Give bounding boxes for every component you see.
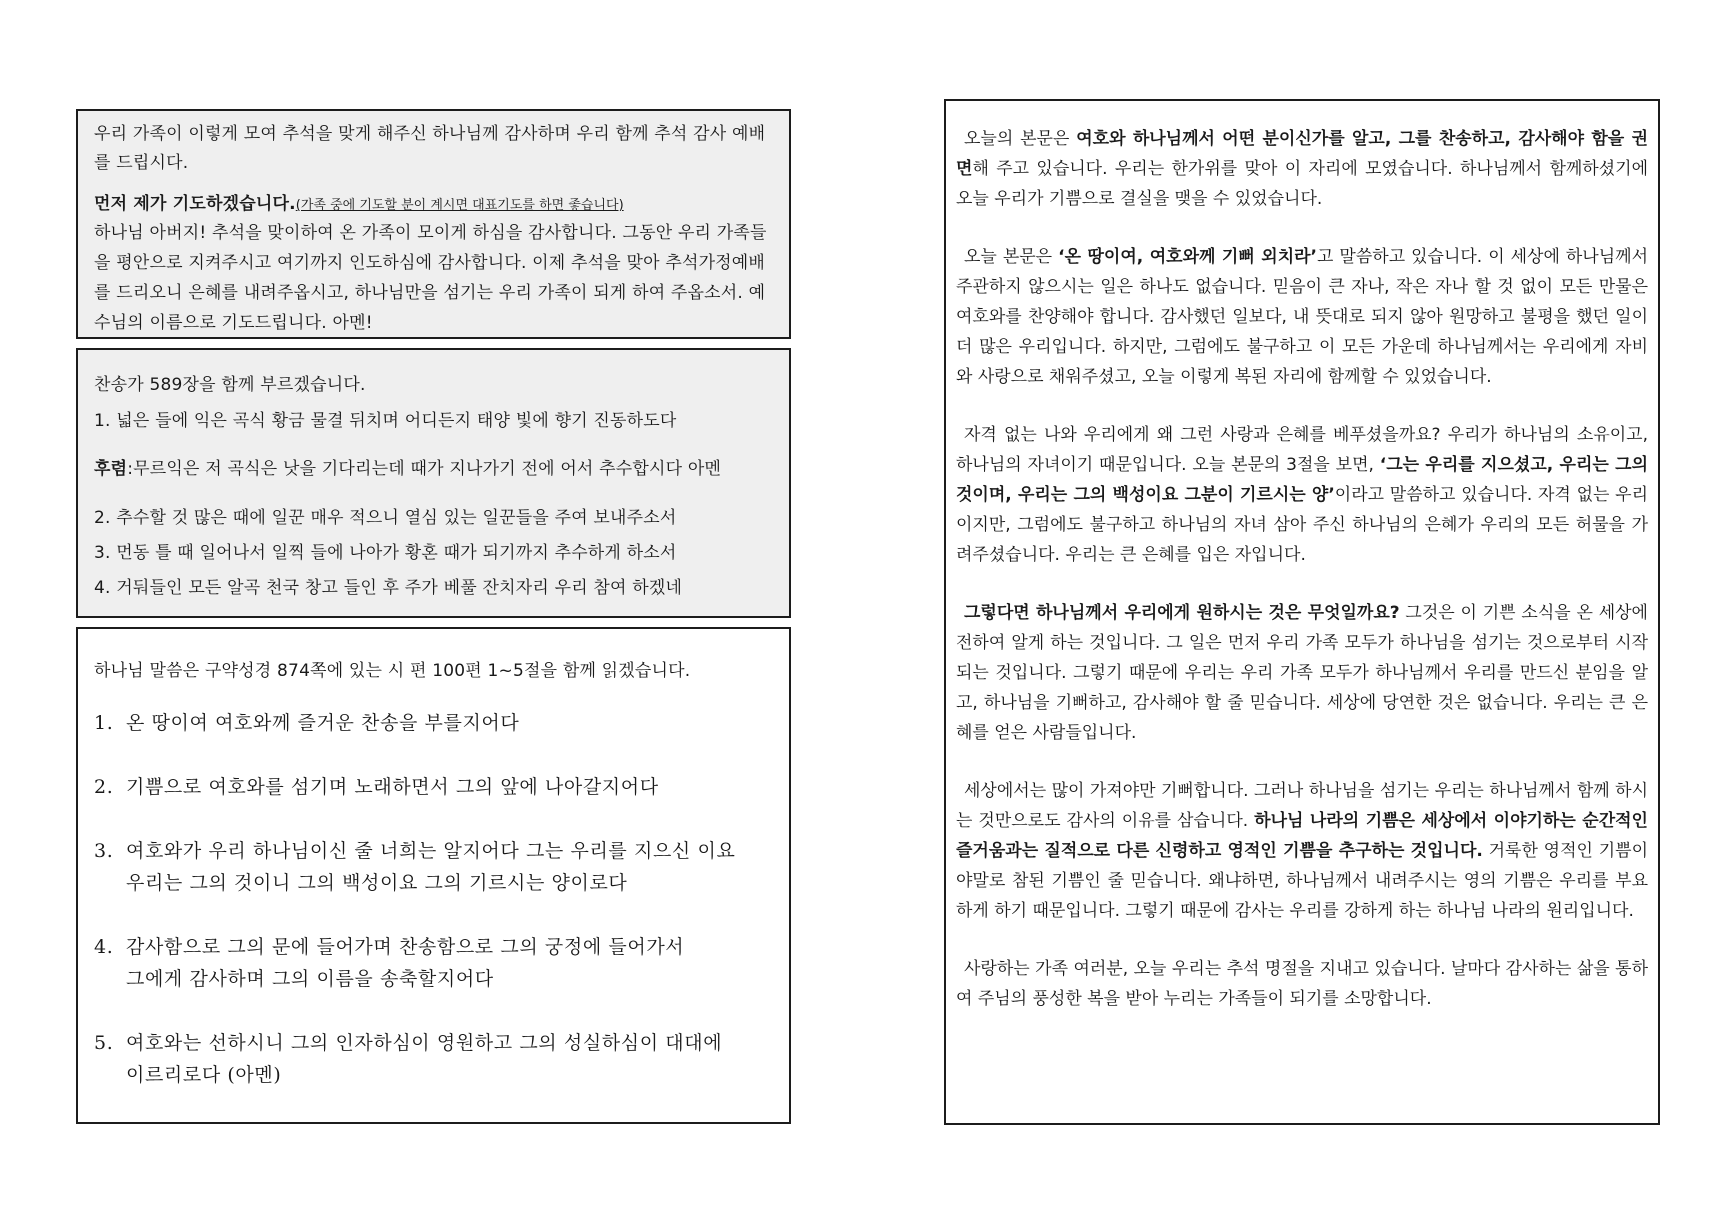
hymn-chorus-label: 후렴 <box>94 459 128 479</box>
sermon-text: 자격 없는 나와 우리에게 왜 그런 사랑과 은혜를 베푸셨을까요? 우리가 하나님의 소유이고, 하나님의 자녀이기 때문입니다. 오늘 본문의 3절을 보면, <box>956 425 1648 476</box>
sermon-emphasis: 하나님 나라의 기쁨은 세상에서 이야기하는 순간적인 즐거움과는 질적으로 다른 신령하고 영적인 기쁨을 추구하는 것입니다. <box>956 811 1648 861</box>
verse-line: 여호와가 우리 하나님이신 줄 너희는 알지어다 그는 우리를 지으신 이요 <box>126 840 736 862</box>
sermon-paragraph-3 <box>956 421 1648 570</box>
sermon-text: 고 말씀하고 있습니다. 이 세상에 하나님께서 주관하지 않으시는 일은 하나도 없습니다. 믿음이 큰 자나, 작은 자나 할 것 없이 모든 만물은 여호와를 찬양해야 합니다. 감사했던 일보다, 내 뜻대로 되지 않아 원망하고 불평을 했던 일이 더 많은 우리입니다. 하지만, 그럼에도 불구하고 이 모든 가운데 하나님께서는 우리에게 자비와 사랑으로 채워주셨고, 오늘 이렇게 복된 자리에 함께할 수 있었습니다. <box>956 247 1648 387</box>
hymn-verse-1: 1. 넓은 들에 익은 곡식 황금 물결 뒤치며 어디든지 태양 빛에 향기 진동하도다 <box>94 411 677 431</box>
hymn-chorus <box>94 454 721 479</box>
sermon-text: 오늘 본문은 <box>964 247 1059 268</box>
verse-number: 1. <box>94 712 114 734</box>
sermon-box <box>944 99 1660 1125</box>
sermon-text: 해 주고 있습니다. 우리는 한가위를 맞아 이 자리에 모였습니다. 하나님께서 함께하셨기에 오늘 우리가 기쁨으로 결실을 맺을 수 있었습니다. <box>956 158 1648 209</box>
scripture-verse <box>94 835 784 899</box>
sermon-paragraph-2 <box>956 243 1648 392</box>
scripture-box <box>76 627 791 1124</box>
scripture-verse <box>94 707 784 739</box>
hymn-chorus-text: :무르익은 저 곡식은 낫을 기다리는데 때가 지나가기 전에 어서 추수합시다 아멘 <box>127 459 722 479</box>
sermon-text: 거룩한 영적인 기쁨이야말로 참된 기쁨인 줄 믿습니다. 왜냐하면, 하나님께서 내려주시는 영의 기쁨은 우리를 부요하게 하기 때문입니다. 그렇기 때문에 감사는 우리를 강하게 하는 하나님 나라의 원리입니다. <box>956 840 1648 921</box>
sermon-text: 세상에서는 많이 가져야만 기뻐합니다. 그러나 하나님을 섬기는 우리는 하나님께서 함께 하시는 것만으로도 감사의 이유를 삼습니다. <box>956 781 1648 832</box>
sermon-text: 오늘의 본문은 <box>964 129 1077 149</box>
opening-prayer-box <box>76 109 791 339</box>
prayer-lead-note: (가족 중에 기도할 분이 계시면 대표기도를 하면 좋습니다) <box>295 198 624 213</box>
prayer-lead <box>94 192 775 218</box>
hymn-verse-2: 2. 추수할 것 많은 때에 일꾼 매우 적으니 열심 있는 일꾼들을 주여 보내주소서 <box>94 508 677 528</box>
sermon-paragraph-1 <box>956 125 1648 214</box>
scripture-verse <box>94 931 784 995</box>
scripture-verse <box>94 1027 784 1091</box>
sermon-text: 이라고 말씀하고 있습니다. 자격 없는 우리이지만, 그럼에도 불구하고 하나님의 자녀 삼아 주신 하나님의 은혜가 우리의 모든 허물을 가려주셨습니다. 우리는 큰 은혜를 입은 자입니다. <box>956 484 1648 565</box>
verse-line-continued: 그에게 감사하며 그의 이름을 송축할지어다 <box>126 968 494 990</box>
sermon-text: 사랑하는 가족 여러분, 오늘 우리는 추석 명절을 지내고 있습니다. 날마다 감사하는 삶을 통하여 주님의 풍성한 복을 받아 누리는 가족들이 되기를 소망합니다. <box>956 959 1648 1010</box>
sermon-paragraph-6 <box>956 955 1648 1015</box>
verse-line-continued: 우리는 그의 것이니 그의 백성이요 그의 기르시는 양이로다 <box>126 872 628 894</box>
scripture-heading: 하나님 말씀은 구약성경 874쪽에 있는 시 편 100편 1~5절을 함께 읽겠습니다. <box>94 661 691 681</box>
hymn-verse-3: 3. 먼동 틀 때 일어나서 일찍 들에 나아가 황혼 때가 되기까지 추수하게 하소서 <box>94 543 677 563</box>
hymn-title: 찬송가 589장을 함께 부르겠습니다. <box>94 375 366 395</box>
scripture-verse <box>94 771 784 803</box>
verse-number: 5. <box>94 1032 114 1054</box>
verse-line: 온 땅이여 여호와께 즐거운 찬송을 부를지어다 <box>126 712 520 734</box>
prayer-text: 하나님 아버지! 추석을 맞이하여 온 가족이 모이게 하심을 감사합니다. 그동안 우리 가족들을 평안으로 지켜주시고 여기까지 인도하심에 감사합니다. 이제 추석을 맞아 추석가정예배를 드리오니 은혜를 내려주옵시고, 하나님만을 섬기는 우리 가족이 되게 하여 주옵소서. 예수님의 이름으로 기도드립니다. 아멘! <box>94 223 767 333</box>
verse-number: 3. <box>94 840 114 862</box>
sermon-paragraph-5 <box>956 777 1648 926</box>
verse-number: 4. <box>94 936 114 958</box>
verse-line: 감사함으로 그의 문에 들어가며 찬송함으로 그의 궁정에 들어가서 <box>126 936 685 958</box>
sermon-paragraph-4 <box>956 599 1648 748</box>
sermon-emphasis: 여호와 하나님께서 어떤 분이신가를 알고, 그를 찬송하고, 감사해야 함을 권면 <box>956 129 1648 179</box>
hymn-verse-4: 4. 거둬들인 모든 알곡 천국 창고 들인 후 주가 베풀 잔치자리 우리 참여 하겠네 <box>94 578 683 598</box>
prayer-lead-bold: 먼저 제가 기도하겠습니다. <box>94 194 296 214</box>
verse-line-continued: 이르리로다 (아멘) <box>126 1064 282 1086</box>
hymn-box <box>76 348 791 618</box>
sermon-emphasis: 그렇다면 하나님께서 우리에게 원하시는 것은 무엇일까요? <box>964 603 1400 624</box>
sermon-text: 그것은 이 기쁜 소식을 온 세상에 전하여 알게 하는 것입니다. 그 일은 먼저 우리 가족 모두가 하나님을 섬기는 것으로부터 시작되는 것입니다. 그렇기 때문에 우리는 우리 가족 모두가 하나님께서 우리를 만드신 분임을 알고, 하나님을 기뻐하고, 감사해야 할 줄 믿습니다. 세상에 당연한 것은 없습니다. 우리는 큰 은혜를 얻은 사람들입니다. <box>956 603 1648 743</box>
verse-number: 2. <box>94 776 114 798</box>
sermon-emphasis: ‘온 땅이여, 여호와께 기뻐 외치라’ <box>1058 247 1318 268</box>
verse-line: 여호와는 선하시니 그의 인자하심이 영원하고 그의 성실하심이 대대에 <box>126 1032 723 1054</box>
sermon-emphasis: ‘그는 우리를 지으셨고, 우리는 그의 것이며, 우리는 그의 백성이요 그분이 기르시는 양’ <box>956 455 1649 505</box>
opening-intro: 우리 가족이 이렇게 모여 추석을 맞게 해주신 하나님께 감사하며 우리 함께 추석 감사 예배를 드립시다. <box>94 124 766 173</box>
verse-line: 기쁨으로 여호와를 섬기며 노래하면서 그의 앞에 나아갈지어다 <box>126 776 659 798</box>
